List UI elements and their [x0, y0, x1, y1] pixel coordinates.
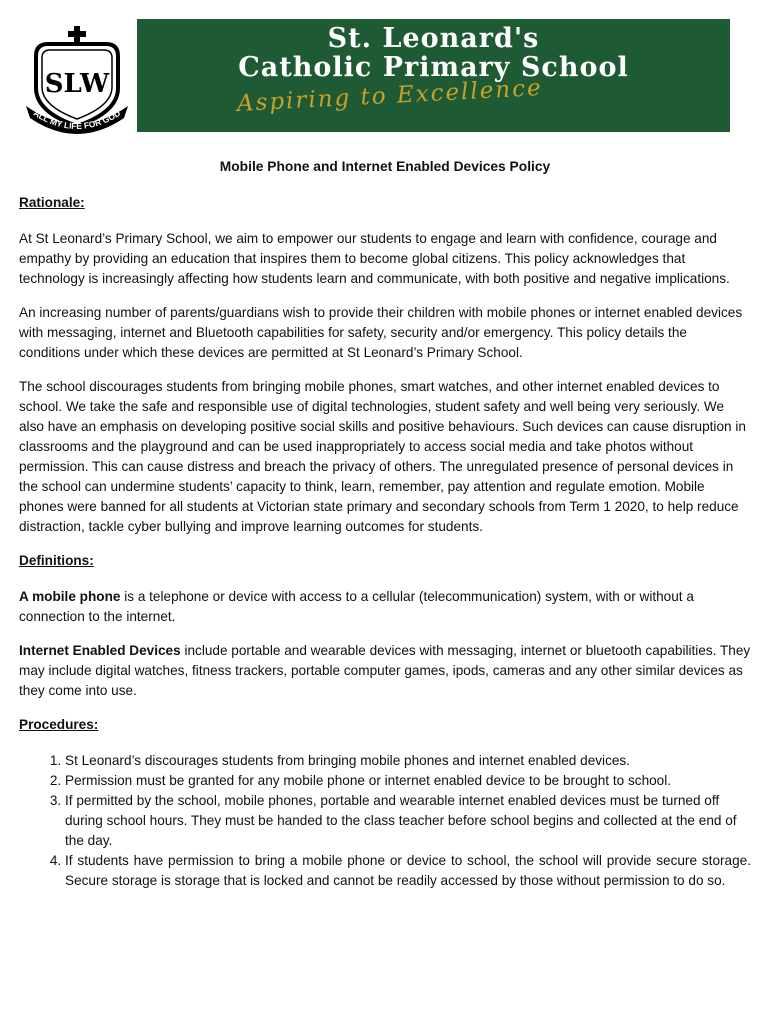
definition-term: Internet Enabled Devices	[19, 643, 181, 658]
crest-monogram: SLW	[44, 69, 110, 99]
definitions-heading: Definitions:	[19, 553, 94, 568]
school-crest-logo	[22, 26, 132, 136]
definition-term: A mobile phone	[19, 589, 121, 604]
school-name-line2: Catholic Primary School	[238, 52, 629, 83]
document-body	[19, 193, 751, 891]
procedure-item: 1. St Leonard’s discourages students from bringing mobile phones and internet enabled devices.	[65, 751, 751, 771]
procedure-item: 4. If students have permission to bring a mobile phone or device to school, the school will provide secure storage. Secure storage is storage that is locked and cannot be readily accessed by those without permission to do so.	[65, 851, 751, 891]
procedures-heading: Procedures:	[19, 717, 99, 732]
rationale-paragraph-1: At St Leonard’s Primary School, we aim to empower our students to engage and learn with confidence, courage and empathy by providing an education that inspires them to become global citizens. This policy acknowledges that technology is increasingly affecting how students learn and communicate, with both positive and negative implications.	[19, 231, 730, 286]
procedure-item: 3. If permitted by the school, mobile phones, portable and wearable internet enabled devices must be turned off during school hours. They must be handed to the class teacher before school begins and collected at the end of the day.	[65, 791, 751, 851]
school-motto: Aspiring to Excellence	[236, 75, 544, 117]
crest-motto-text: ALL MY LIFE FOR GOD	[31, 107, 123, 132]
procedure-item: 2. Permission must be granted for any mobile phone or internet enabled device to be brought to school.	[65, 771, 751, 791]
document-title: Mobile Phone and Internet Enabled Devices Policy	[219, 159, 551, 174]
definition-internet-devices	[19, 641, 751, 701]
school-banner	[137, 19, 730, 132]
rationale-heading: Rationale:	[19, 195, 85, 210]
rationale-paragraph-2: An increasing number of parents/guardians wish to provide their children with mobile phones or internet enabled devices with messaging, internet and Bluetooth capabilities for safety, security and/or emergency. This policy details the conditions under which these devices are permitted at St Leonard’s Primary School.	[19, 305, 743, 360]
definition-mobile-phone	[19, 587, 751, 627]
definition-text: is a telephone or device with access to a cellular (telecommunication) system, with or without a connection to the internet.	[19, 589, 694, 624]
rationale-paragraph-3: The school discourages students from bringing mobile phones, smart watches, and other internet enabled devices to school. We take the safe and responsible use of digital technologies, student safety and well being very seriously. We also have an emphasis on developing positive social skills and positive behaviours. Such devices can cause disruption in classrooms and the playground and can be used inappropriately to access social media and take photos without permission. This can cause distress and breach the privacy of others. The unregulated presence of personal devices in the school can undermine students’ capacity to think, learn, remember, pay attention and regulate emotion. Mobile phones were banned for all students at Victorian state primary and secondary schools from Term 1 2020, to help reduce distraction, tackle cyber bullying and improve learning outcomes for students.	[19, 379, 746, 534]
school-name-line1: St. Leonard's	[327, 23, 540, 54]
definition-text: include portable and wearable devices with messaging, internet or bluetooth capabilities. They may include digital watches, fitness trackers, portable computer games, ipods, cameras and any other similar devices as they come into use.	[19, 643, 751, 698]
procedures-list	[19, 751, 751, 891]
